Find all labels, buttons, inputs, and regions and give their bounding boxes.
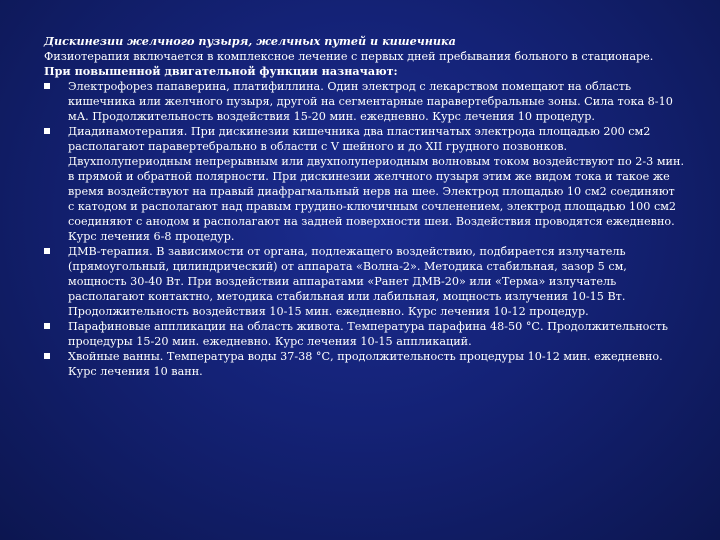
list-item-text: Диадинамотерапия. При дискинезии кишечника два пластинчатых электрода площадью 200 см2 располагают паравертебрально в области с V шейного и до XII грудного позвонков. Двухполупериодным непрерывным или двухполупериодным волновым током воздействуют по 2-3 мин. в прямой и обратной полярности. При дискинезии желчного пузыря этим же видом тока и такое же время воздействуют на правый диафрагмальный нерв на шее. Электрод площадью 10 см2 соединяют с катодом и располагают над правым грудино-ключичным сочленением, электрод площадью 100 см2 соединяют с анодом и располагают на задней поверхности шеи. Воздействия проводятся ежедневно. Курс лечения 6-8 процедур. [68, 125, 684, 243]
slide-title: Дискинезии желчного пузыря, желчных путей и кишечника [44, 34, 456, 48]
slide-content [44, 34, 684, 379]
square-bullet-icon [44, 323, 50, 329]
list-item [44, 319, 684, 349]
list-item-text: Парафиновые аппликации на область живота. Температура парафина 48-50 °С. Продолжительность процедуры 15-20 мин. ежедневно. Курс лечения 10-15 аппликаций. [68, 320, 668, 348]
list-item [44, 79, 684, 124]
square-bullet-icon [44, 128, 50, 134]
list-item-text: Электрофорез папаверина, платифиллина. Один электрод с лекарством помещают на область кишечника или желчного пузыря, другой на сегментарные паравертебральные зоны. Сила тока 8-10 мА. Продолжительность воздействия 15-20 мин. ежедневно. Курс лечения 10 процедур. [68, 80, 673, 123]
square-bullet-icon [44, 248, 50, 254]
procedure-list [44, 79, 684, 379]
list-item [44, 124, 684, 244]
square-bullet-icon [44, 353, 50, 359]
intro-paragraph: Физиотерапия включается в комплексное лечение с первых дней пребывания больного в стационаре. [44, 50, 654, 63]
subheading: При повышенной двигательной функции назначают: [44, 64, 398, 78]
list-item [44, 349, 684, 379]
square-bullet-icon [44, 83, 50, 89]
list-item-text: ДМВ-терапия. В зависимости от органа, подлежащего воздействию, подбирается излучатель (прямоугольный, цилиндрический) от аппарата «Волна-2». Методика стабильная, зазор 5 см, мощность 30-40 Вт. При воздействии аппаратами «Ранет ДМВ-20» или «Терма» излучатель располагают контактно, методика стабильная или лабильная, мощность излучения 10-15 Вт. Продолжительность воздействия 10-15 мин. ежедневно. Курс лечения 10-12 процедур. [68, 245, 627, 318]
list-item-text: Хвойные ванны. Температура воды 37-38 °С, продолжительность процедуры 10-12 мин. ежедневно. Курс лечения 10 ванн. [68, 350, 663, 378]
list-item [44, 244, 684, 319]
